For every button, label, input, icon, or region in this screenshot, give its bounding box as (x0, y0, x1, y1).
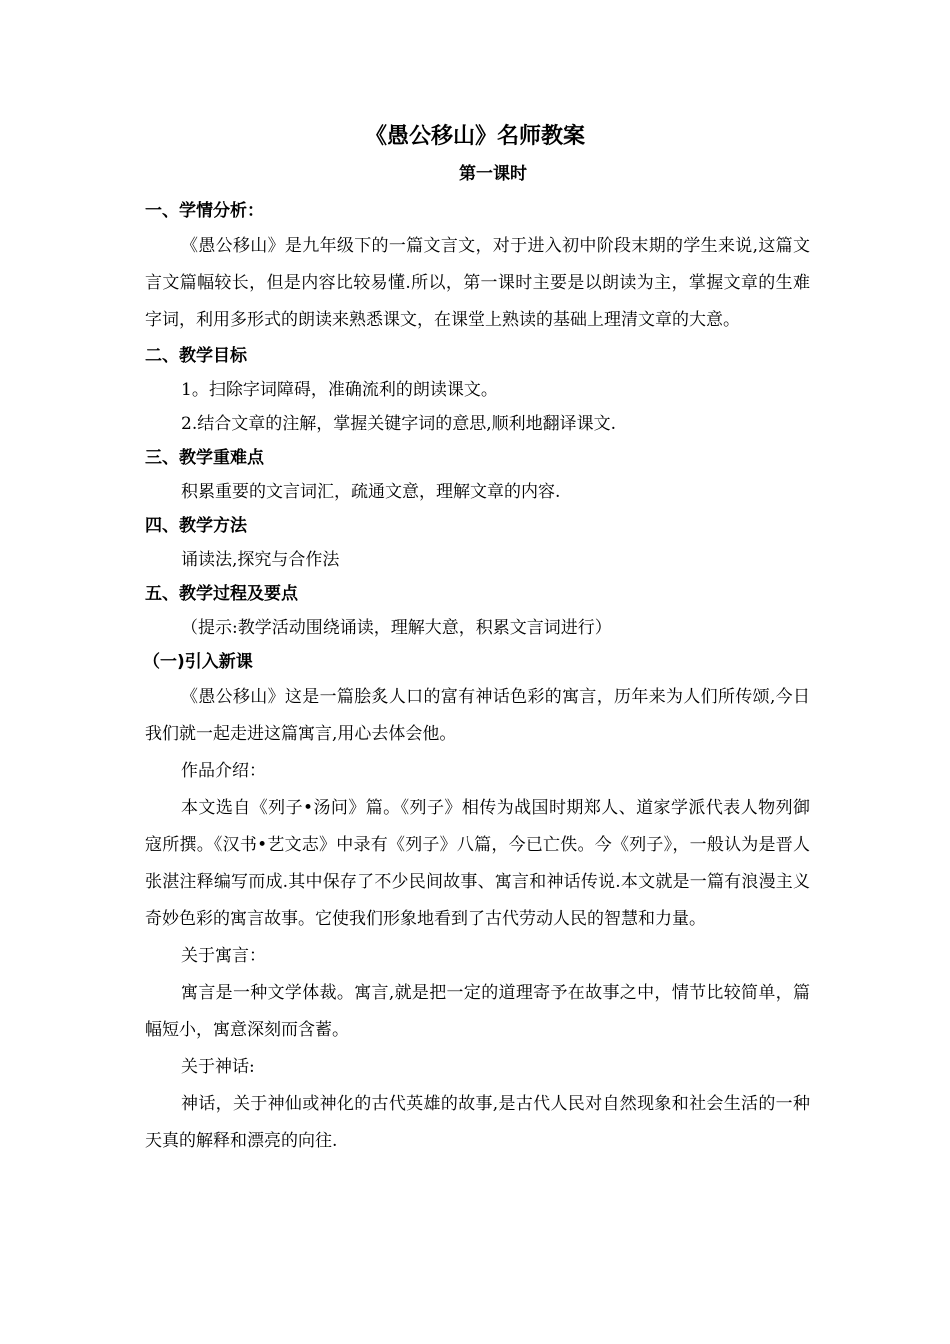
document-title: 《愚公移山》名师教案 (364, 124, 585, 149)
paragraph-methods: 诵读法,探究与合作法 (181, 550, 340, 570)
paragraph-myth: 神话，关于神仙或神化的古代英雄的故事,是古代人民对自然现象和社会生活的一种天真的解释和漂亮的向往. (145, 1094, 810, 1151)
section-heading-analysis: 一、学情分析： (145, 201, 264, 221)
goal-item-1: 1。扫除字词障碍，准确流利的朗读课文。 (181, 380, 498, 400)
subsection-heading-intro: （一)引入新课 (143, 652, 253, 672)
label-work-intro: 作品介绍： (181, 761, 266, 781)
section-heading-goals: 二、教学目标 (145, 346, 247, 366)
goal-item-2: 2.结合文章的注解，掌握关键字词的意思,顺利地翻译课文. (181, 414, 617, 434)
document-subtitle: 第一课时 (459, 164, 527, 184)
paragraph-process-hint: （提示:教学活动围绕诵读，理解大意，积累文言词进行） (181, 618, 612, 638)
paragraph-intro: 《愚公移山》这是一篇脍炙人口的富有神话色彩的寓言，历年来为人们所传颂,今日我们就一起走进这篇寓言,用心去体会他。 (145, 687, 810, 744)
label-myth: 关于神话: (181, 1057, 255, 1077)
paragraph-analysis: 《愚公移山》是九年级下的一篇文言文，对于进入初中阶段末期的学生来说,这篇文言文篇幅较长，但是内容比较易懂.所以，第一课时主要是以朗读为主，掌握文章的生难字词，利用多形式的朗读来熟悉课文，在课堂上熟读的基础上理清文章的大意。 (145, 236, 810, 330)
paragraph-work-intro: 本文选自《列子•汤问》篇。《列子》相传为战国时期郑人、道家学派代表人物列御寇所撰。《汉书•艺文志》中录有《列子》八篇，今已亡佚。今《列子》，一般认为是晋人张湛注释编写而成.其中保存了不少民间故事、寓言和神话传说.本文就是一篇有浪漫主义奇妙色彩的寓言故事。它使我们形象地看到了古代劳动人民的智慧和力量。 (145, 798, 810, 929)
document-body (145, 194, 810, 1160)
section-heading-methods: 四、教学方法 (145, 516, 247, 536)
label-fable: 关于寓言： (181, 946, 266, 966)
section-heading-key-points: 三、教学重难点 (145, 448, 264, 468)
paragraph-fable: 寓言是一种文学体裁。寓言,就是把一定的道理寄予在故事之中，情节比较简单，篇幅短小，寓意深刻而含蓄。 (145, 983, 810, 1040)
section-heading-process: 五、教学过程及要点 (145, 584, 298, 604)
paragraph-key-points: 积累重要的文言词汇，疏通文意，理解文章的内容. (181, 482, 561, 502)
